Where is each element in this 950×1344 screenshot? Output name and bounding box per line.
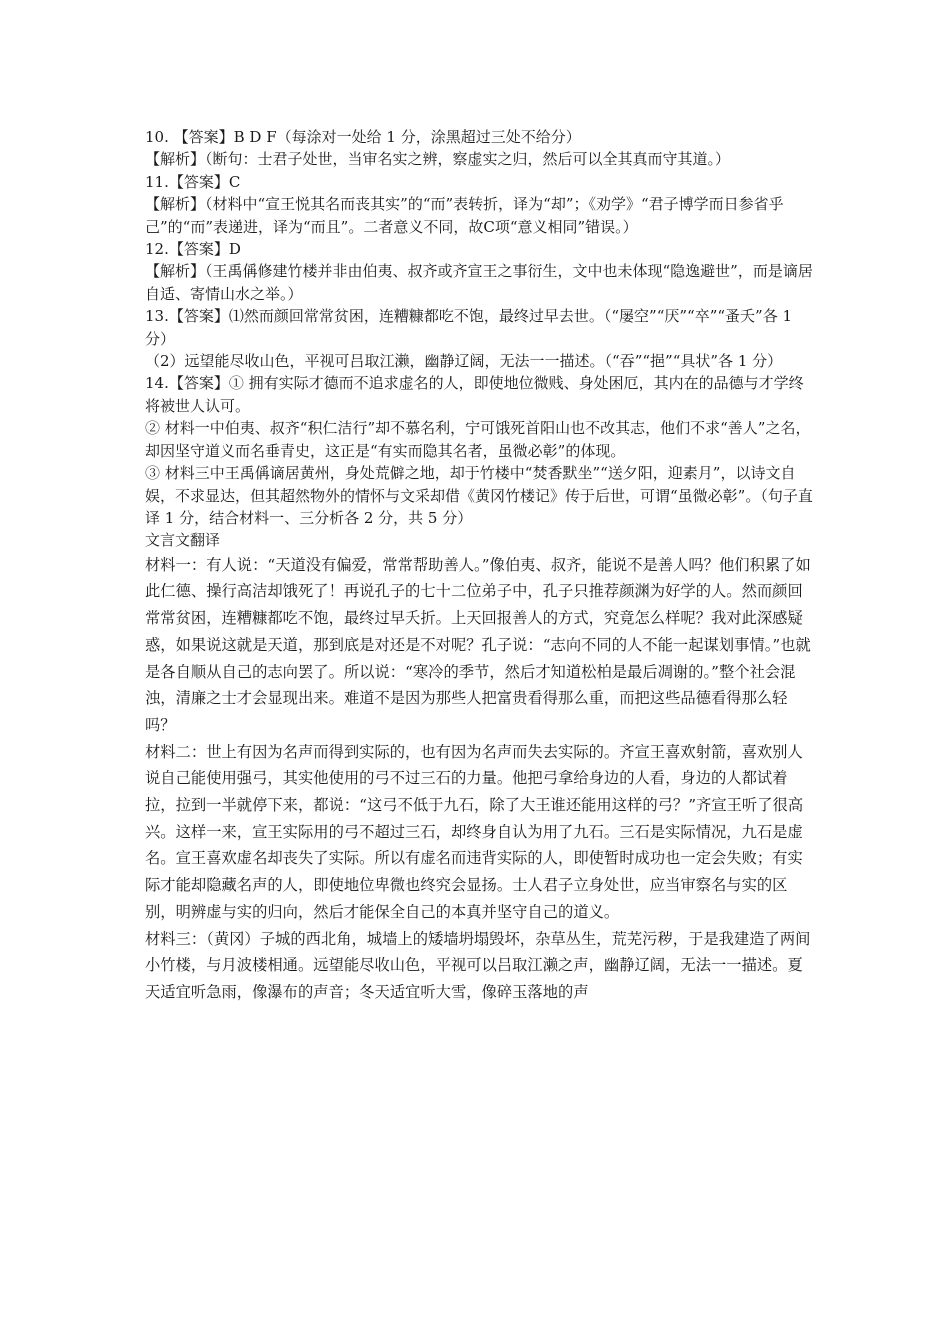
analysis-10: 【解析】（断句：士君子处世，当审名实之辨，察虚实之归，然后可以全其真而守其道。）: [145, 150, 731, 169]
analysis-11: 【解析】（材料中“宣王悦其名而丧其实”的“而”表转折，译为“却”；《劝学》“君子博学而日参省乎己”的“而”表递进，译为“而且”。二者意义不同，故C项“意义相同”错误。）: [145, 195, 784, 236]
answer-13-part-2: （2）远望能尽收山色，平视可吕取江濑，幽静辽阔，无法一一描述。（“吞”“挹”“具状”各 1 分）: [145, 352, 783, 371]
answer-14-point-3: ③ 材料三中王禹偁谪居黄州，身处荒僻之地，却于竹楼中“焚香默坐”“送夕阳，迎素月”，以诗文自娱，不求显达，但其超然物外的情怀与文采却借《黄冈竹楼记》传于后世，可谓“虽微必彰”。（句子直译 1 分，结合材料一、三分析各 2 分，共 5 分）: [145, 464, 813, 527]
answer-13-part-1: 13.【答案】⑴然而颜回常常贫困，连糟糠都吃不饱，最终过早去世。（“屡空”“厌”“卒”“蚤夭”各 1 分）: [145, 307, 793, 348]
answer-11: 11.【答案】C: [145, 172, 241, 191]
translation-material-2: 材料二：世上有因为名声而得到实际的，也有因为名声而失去实际的。齐宣王喜欢射箭，喜欢别人说自己能使用强弓，其实他使用的弓不过三石的力量。他把弓拿给身边的人看，身边的人都试着拉，拉到一半就停下来，都说：“这弓不低于九石，除了大王谁还能用这样的弓？”齐宣王听了很高兴。这样一来，宣王实际用的弓不超过三石，却终身自认为用了九石。三石是实际情况，九石是虚名。宣王喜欢虚名却丧失了实际。所以有虚名而违背实际的人，即使暂时成功也一定会失败；有实际才能却隐藏名声的人，即使地位卑微也终究会显扬。士人君子立身处世，应当审察名与实的区别，明辨虚与实的归向，然后才能保全自己的本真并坚守自己的道义。: [145, 742, 804, 921]
translation-title: 文言文翻译: [145, 531, 221, 550]
answer-14-point-2: ② 材料一中伯夷、叔齐“积仁洁行”却不慕名利，宁可饿死首阳山也不改其志，他们不求“善人”之名，却因坚守道义而名垂青史，这正是“有实而隐其名者，虽微必彰”的体现。: [145, 419, 811, 460]
analysis-12: 【解析】（王禹偁修建竹楼并非由伯夷、叔齐或齐宣王之事衍生，文中也未体现“隐逸避世”，而是谪居自适、寄情山水之举。）: [145, 262, 813, 303]
answer-12: 12.【答案】D: [145, 240, 241, 259]
translation-material-1: 材料一：有人说：“天道没有偏爱，常常帮助善人。”像伯夷、叔齐，能说不是善人吗？他们积累了如此仁德、操行高洁却饿死了！再说孔子的七十二位弟子中，孔子只推荐颜渊为好学的人。然而颜回常常贫困，连糟糠都吃不饱，最终过早夭折。上天回报善人的方式，究竟怎么样呢？我对此深感疑惑，如果说这就是天道，那到底是对还是不对呢？孔子说：“志向不同的人不能一起谋划事情。”也就是各自顺从自己的志向罢了。所以说：“寒冷的季节，然后才知道松柏是最后凋谢的。”整个社会混浊，清廉之士才会显现出来。难道不是因为那些人把富贵看得那么重，而把这些品德看得那么轻吗？: [145, 555, 811, 734]
document-page: [145, 126, 815, 1006]
answer-14-point-1: 14.【答案】① 拥有实际才德而不追求虚名的人，即使地位微贱、身处困厄，其内在的品德与才学终将被世人认可。: [145, 374, 804, 415]
answer-10: 10. 【答案】B D F（每涂对一处给 1 分，涂黑超过三处不给分）: [145, 128, 581, 146]
translation-material-3: 材料三：（黄冈）子城的西北角，城墙上的矮墙坍塌毁坏，杂草丛生，荒芜污秽，于是我建造了两间小竹楼，与月波楼相通。远望能尽收山色，平视可以吕取江濑之声，幽静辽阔，无法一一描述。夏天适宜听急雨，像瀑布的声音；冬天适宜听大雪，像碎玉落地的声: [145, 929, 811, 1001]
